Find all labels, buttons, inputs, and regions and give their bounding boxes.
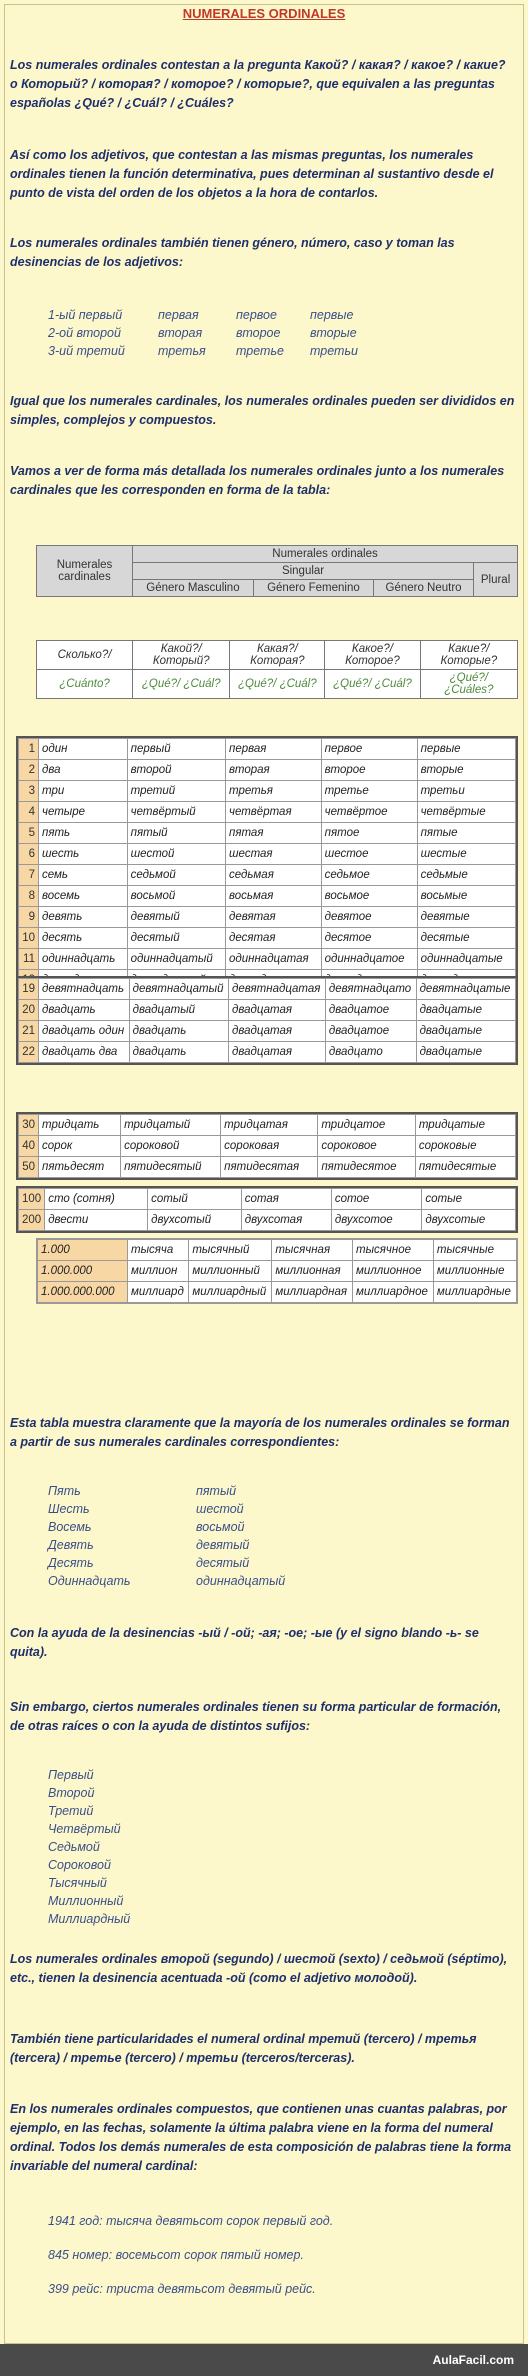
- table-row: [19, 823, 516, 844]
- word-cell: первое: [321, 739, 417, 760]
- word-cell: тридцатый: [121, 1115, 221, 1136]
- table-row: [19, 1189, 516, 1210]
- table-row: [19, 928, 516, 949]
- word-cell: сотая: [241, 1189, 331, 1210]
- page-title: NUMERALES ORDINALES: [182, 6, 346, 21]
- word-cell: двадцать: [129, 1042, 228, 1063]
- table-row: [19, 739, 516, 760]
- word-cell: девять: [39, 907, 128, 928]
- word-cell: одиннадцать: [39, 949, 128, 970]
- list-item: пятый: [196, 1484, 237, 1498]
- word-cell: шестой: [127, 844, 225, 865]
- table-row: [19, 979, 516, 1000]
- list-item: Миллионный: [48, 1894, 124, 1908]
- numbers-block-30-50: [16, 1112, 518, 1180]
- list-item: Одиннадцать: [48, 1574, 131, 1588]
- word-cell: тридцатая: [221, 1115, 318, 1136]
- header-ordinal: Numerales ordinales: [133, 546, 518, 563]
- table-row: [19, 886, 516, 907]
- table-row: [19, 1042, 516, 1063]
- number-cell: 2: [19, 760, 39, 781]
- word-cell: двадцать: [129, 1021, 228, 1042]
- word-cell: третье: [321, 781, 417, 802]
- word-cell: тридцатые: [415, 1115, 515, 1136]
- number-cell: 11: [19, 949, 39, 970]
- table-row: [19, 1021, 516, 1042]
- intro-paragraph: Los numerales ordinales contestan a la pregunta Какой? / какая? / какое? / какие? o Который? / которая? / которое? / которые?, que equivalen a las preguntas españolas ¿Qué? / ¿Cuál? / ¿Cuáles?: [10, 58, 506, 110]
- word-cell: второе: [321, 760, 417, 781]
- word-cell: сотое: [331, 1189, 422, 1210]
- list-item: Десять: [48, 1556, 94, 1570]
- word-cell: пятидесятое: [318, 1157, 416, 1178]
- word-cell: первые: [417, 739, 515, 760]
- table-row: [38, 1240, 517, 1261]
- word-cell: десять: [39, 928, 128, 949]
- number-cell: 6: [19, 844, 39, 865]
- types-paragraph: Igual que los numerales cardinales, los numerales ordinales pueden ser divididos en simples, complejos y compuestos.: [10, 394, 515, 427]
- date-examples: [48, 2204, 333, 2306]
- gender-paragraph: Los numerales ordinales también tienen género, número, caso y toman las desinencias de los adjetivos:: [10, 236, 455, 269]
- word-cell: двадцатые: [416, 1042, 515, 1063]
- number-cell: 200: [19, 1210, 45, 1231]
- word-cell: три: [39, 781, 128, 802]
- word-cell: тридцать: [39, 1115, 121, 1136]
- number-cell: 19: [19, 979, 39, 1000]
- numbers-block-19-22: [16, 976, 518, 1065]
- endings-paragraph: Con la ayuda de la desinencias -ый / -ой; -ая; -ое; -ые (y el signo blando -ь- se quita).: [10, 1626, 479, 1659]
- number-cell: 4: [19, 802, 39, 823]
- word-cell: тысяча: [128, 1240, 189, 1261]
- word-cell: пятьдесят: [39, 1157, 121, 1178]
- word-cell: десятое: [321, 928, 417, 949]
- word-cell: миллионная: [272, 1261, 353, 1282]
- footer-brand: AulaFacil.com: [0, 2344, 528, 2376]
- number-cell: 5: [19, 823, 39, 844]
- list-item: 845 номер: восемьсот сорок пятый номер.: [48, 2248, 304, 2262]
- example-col-plural: первые вторые третьи: [310, 308, 358, 358]
- numbers-block-large: [36, 1238, 518, 1304]
- word-cell: третий: [127, 781, 225, 802]
- word-cell: второй: [127, 760, 225, 781]
- word-cell: одиннадцатый: [127, 949, 225, 970]
- stressed-ending-paragraph: Los numerales ordinales второй (segundo) / шестой (sexto) / седьмой (séptimo), etc., tienen la desinencia acentuada -ой (como el adjetivo молодой).: [10, 1952, 508, 1985]
- word-cell: шесть: [39, 844, 128, 865]
- list-item: Седьмой: [48, 1840, 100, 1854]
- table-row: [19, 781, 516, 802]
- word-cell: двухсотое: [331, 1210, 422, 1231]
- list-item: одиннадцатый: [196, 1574, 286, 1588]
- word-cell: один: [39, 739, 128, 760]
- table-intro-paragraph: Vamos a ver de forma más detallada los numerales ordinales junto a los numerales cardinales que les corresponden en forma de la tabla:: [10, 464, 505, 497]
- list-item: десятый: [196, 1556, 250, 1570]
- word-cell: четвёртая: [226, 802, 322, 823]
- list-item: восьмой: [196, 1520, 245, 1534]
- word-cell: миллиардное: [353, 1282, 434, 1303]
- word-cell: одиннадцатая: [226, 949, 322, 970]
- list-item: 1941 год: тысяча девятьсот сорок первый год.: [48, 2214, 334, 2228]
- number-cell: 1.000: [38, 1240, 128, 1261]
- word-cell: первый: [127, 739, 225, 760]
- word-cell: сто (сотня): [45, 1189, 148, 1210]
- word-cell: миллиардные: [433, 1282, 516, 1303]
- word-cell: четвёртое: [321, 802, 417, 823]
- tercero-paragraph: También tiene particularidades el numeral ordinal третий (tercero) / третья (tercera) / третье (tercero) / третьи (terceros/terceras).: [10, 2032, 477, 2065]
- word-cell: семь: [39, 865, 128, 886]
- word-cell: двадцато: [325, 1042, 416, 1063]
- list-item: 399 рейс: триста девятьсот девятый рейс.: [48, 2282, 316, 2296]
- word-cell: вторая: [226, 760, 322, 781]
- list-item: Пять: [48, 1484, 81, 1498]
- special-list: [48, 1766, 130, 1928]
- special-paragraph: Sin embargo, ciertos numerales ordinales tienen su forma particular de formación, de otras raíces o con la ayuda de distintos sufijos:: [10, 1700, 502, 1733]
- list-item: Четвёртый: [48, 1822, 121, 1836]
- word-cell: шестое: [321, 844, 417, 865]
- table-row: [19, 1115, 516, 1136]
- table-row: [19, 802, 516, 823]
- word-cell: пятое: [321, 823, 417, 844]
- word-cell: двести: [45, 1210, 148, 1231]
- number-cell: 8: [19, 886, 39, 907]
- numbers-block-1-12: [16, 736, 518, 993]
- word-cell: двухсотая: [241, 1210, 331, 1231]
- list-item: Девять: [48, 1538, 94, 1552]
- word-cell: сотый: [148, 1189, 242, 1210]
- word-cell: шестые: [417, 844, 515, 865]
- number-cell: 9: [19, 907, 39, 928]
- word-cell: миллионное: [353, 1261, 434, 1282]
- table-row: [19, 1157, 516, 1178]
- word-cell: миллиардная: [272, 1282, 353, 1303]
- word-cell: пятидесятый: [121, 1157, 221, 1178]
- word-cell: двухсотые: [422, 1210, 516, 1231]
- table-row: [19, 949, 516, 970]
- word-cell: восемь: [39, 886, 128, 907]
- list-item: Второй: [48, 1786, 95, 1800]
- word-cell: двадцатые: [416, 1021, 515, 1042]
- word-cell: пятидесятые: [415, 1157, 515, 1178]
- number-cell: 22: [19, 1042, 39, 1063]
- word-cell: тысячная: [272, 1240, 353, 1261]
- word-cell: девятнадцатая: [229, 979, 326, 1000]
- word-cell: миллиардный: [189, 1282, 272, 1303]
- formation-paragraph: Esta tabla muestra claramente que la mayoría de los numerales ordinales se forman a partir de sus numerales cardinales correspondientes:: [10, 1416, 510, 1449]
- word-cell: миллиард: [128, 1282, 189, 1303]
- word-cell: пятидесятая: [221, 1157, 318, 1178]
- word-cell: вторые: [417, 760, 515, 781]
- word-cell: двадцатая: [229, 1000, 326, 1021]
- word-cell: двадцать один: [39, 1021, 130, 1042]
- word-cell: первая: [226, 739, 322, 760]
- table-row: [19, 1210, 516, 1231]
- word-cell: девятая: [226, 907, 322, 928]
- word-cell: девятое: [321, 907, 417, 928]
- numbers-block-100-200: [16, 1186, 518, 1233]
- word-cell: двухсотый: [148, 1210, 242, 1231]
- number-cell: 50: [19, 1157, 39, 1178]
- word-cell: миллионные: [433, 1261, 516, 1282]
- word-cell: двадцатое: [325, 1021, 416, 1042]
- word-cell: шестая: [226, 844, 322, 865]
- word-cell: седьмое: [321, 865, 417, 886]
- list-item: шестой: [196, 1502, 244, 1516]
- word-cell: пятые: [417, 823, 515, 844]
- word-cell: девятнадцато: [325, 979, 416, 1000]
- table-row: [19, 760, 516, 781]
- word-cell: девятнадцать: [39, 979, 130, 1000]
- word-cell: пятый: [127, 823, 225, 844]
- word-cell: девятнадцатый: [129, 979, 228, 1000]
- number-cell: 1.000.000.000: [38, 1282, 128, 1303]
- header-table: [36, 545, 518, 597]
- word-cell: девятнадцатые: [416, 979, 515, 1000]
- word-cell: седьмая: [226, 865, 322, 886]
- number-cell: 40: [19, 1136, 39, 1157]
- word-cell: тысячный: [189, 1240, 272, 1261]
- number-cell: 1: [19, 739, 39, 760]
- word-cell: десятый: [127, 928, 225, 949]
- word-cell: сотые: [422, 1189, 516, 1210]
- word-cell: тысячные: [433, 1240, 516, 1261]
- table-row: [38, 1282, 517, 1303]
- compound-paragraph: En los numerales ordinales compuestos, que contienen unas cuantas palabras, por ejemplo, en las fechas, solamente la última palabra viene en la forma del numeral ordinal. Todos los demás numerales de esta composición de palabras tiene la forma invariable del numeral cardinal:: [10, 2102, 512, 2173]
- table-row: [19, 1000, 516, 1021]
- word-cell: сороковые: [415, 1136, 515, 1157]
- word-cell: двадцатое: [325, 1000, 416, 1021]
- word-cell: четыре: [39, 802, 128, 823]
- function-paragraph: Así como los adjetivos, que contestan a las mismas preguntas, los numerales ordinales tienen la función determinativa, pues determinan al sustantivo desde el punto de vista del orden de los objetos a la hora de contarlos.: [10, 148, 494, 200]
- word-cell: сороковое: [318, 1136, 416, 1157]
- word-cell: третья: [226, 781, 322, 802]
- word-cell: третьи: [417, 781, 515, 802]
- word-cell: двадцать: [39, 1000, 130, 1021]
- header-cardinal: Numerales cardinales: [37, 546, 133, 597]
- table-row: [19, 907, 516, 928]
- word-cell: пять: [39, 823, 128, 844]
- list-item: Сороковой: [48, 1858, 111, 1872]
- word-cell: сороковой: [121, 1136, 221, 1157]
- header-singular: Singular: [133, 563, 474, 580]
- number-cell: 3: [19, 781, 39, 802]
- header-plural: Plural: [474, 563, 518, 597]
- number-cell: 100: [19, 1189, 45, 1210]
- word-cell: одиннадцатые: [417, 949, 515, 970]
- word-cell: восьмые: [417, 886, 515, 907]
- word-cell: десятая: [226, 928, 322, 949]
- example-col-neut: первое второе третье: [236, 308, 284, 358]
- list-item: Миллиардный: [48, 1912, 131, 1926]
- table-row: [38, 1261, 517, 1282]
- word-cell: сорок: [39, 1136, 121, 1157]
- word-cell: двадцатые: [416, 1000, 515, 1021]
- word-cell: девятые: [417, 907, 515, 928]
- word-cell: восьмое: [321, 886, 417, 907]
- list-item: Шесть: [48, 1502, 90, 1516]
- word-cell: двадцать два: [39, 1042, 130, 1063]
- word-cell: миллионный: [189, 1261, 272, 1282]
- word-cell: десятые: [417, 928, 515, 949]
- word-cell: девятый: [127, 907, 225, 928]
- table-row: [19, 1136, 516, 1157]
- word-cell: тысячное: [353, 1240, 434, 1261]
- number-cell: 7: [19, 865, 39, 886]
- header-fem: Género Femenino: [253, 580, 373, 597]
- number-cell: 21: [19, 1021, 39, 1042]
- example-col-fem: первая вторая третья: [158, 308, 206, 358]
- table-row: [19, 844, 516, 865]
- number-cell: 1.000.000: [38, 1261, 128, 1282]
- word-cell: одиннадцатое: [321, 949, 417, 970]
- number-cell: 20: [19, 1000, 39, 1021]
- word-cell: восьмой: [127, 886, 225, 907]
- question-table: Сколько?/ Какой?/ Который? Какая?/ Которая? Какое?/ Которое? Какие?/ Которые? ¿Cuánto? ¿Qué?/ ¿Cuál? ¿Qué?/ ¿Cuál? ¿Qué?/ ¿Cuál? ¿Qué?/ ¿Cuáles?: [36, 640, 518, 699]
- number-cell: 30: [19, 1115, 39, 1136]
- word-cell: восьмая: [226, 886, 322, 907]
- list-item: девятый: [196, 1538, 250, 1552]
- word-cell: два: [39, 760, 128, 781]
- list-item: Тысячный: [48, 1876, 107, 1890]
- list-item: Первый: [48, 1768, 94, 1782]
- number-cell: 10: [19, 928, 39, 949]
- word-cell: тридцатое: [318, 1115, 416, 1136]
- word-cell: четвёртый: [127, 802, 225, 823]
- example-col-masc: 1-ый первый 2-ой второй 3-ий третий: [48, 308, 125, 358]
- word-cell: двадцатая: [229, 1021, 326, 1042]
- word-cell: двадцатый: [129, 1000, 228, 1021]
- header-neut: Género Neutro: [374, 580, 474, 597]
- word-cell: сороковая: [221, 1136, 318, 1157]
- header-masc: Género Masculino: [133, 580, 254, 597]
- word-cell: четвёртые: [417, 802, 515, 823]
- word-cell: миллион: [128, 1261, 189, 1282]
- table-row: [19, 865, 516, 886]
- list-item: Третий: [48, 1804, 94, 1818]
- word-cell: седьмые: [417, 865, 515, 886]
- word-cell: седьмой: [127, 865, 225, 886]
- word-cell: пятая: [226, 823, 322, 844]
- list-item: Восемь: [48, 1520, 92, 1534]
- word-cell: двадцатая: [229, 1042, 326, 1063]
